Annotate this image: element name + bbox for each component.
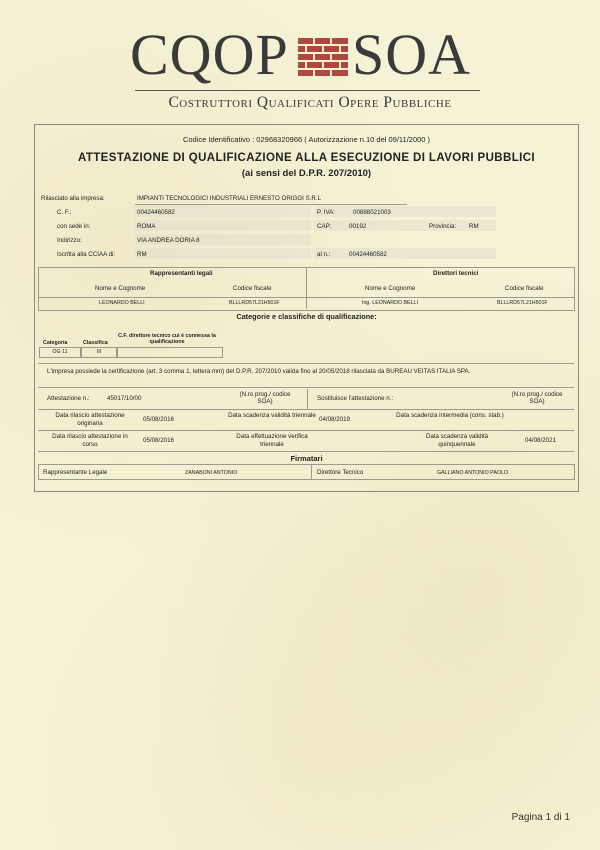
province-value: RM: [469, 223, 479, 230]
category-value: OG 11: [52, 349, 68, 355]
certification-text: L'impresa possiede la certificazione (art. 3 comma 1, lettera mm) del D.P.R. 207/2010 valida fino al 20/05/2018 rilasciata da BUREAU VEITAS ITALIA SPA.: [47, 368, 471, 375]
attestation-num-value: 45017/10/00: [107, 395, 142, 402]
col-class: Classifica: [83, 340, 108, 346]
divider: [306, 267, 307, 309]
address-value: VIA ANDREA DORIA 8: [137, 237, 200, 244]
page-number: Pagina 1 di 1: [511, 812, 570, 823]
issue-orig-label: Data rilascio attestazione originaria: [55, 412, 125, 427]
legal-rep-label: Rappresentante Legale: [43, 469, 108, 476]
legal-reps-title: Rappresentanti legali: [150, 270, 213, 277]
reg-num-value: 00424460582: [349, 251, 387, 258]
class-value: III: [96, 349, 102, 355]
legal-rep-cf: BLLLRD57L21H501F: [229, 300, 280, 306]
col-category: Categoria: [43, 340, 68, 346]
brick-wall-icon: [298, 38, 348, 82]
expiry-tri-label: Data scadenza validità triennale: [228, 412, 316, 419]
divider: [38, 409, 574, 410]
attestation-frame: [34, 124, 579, 492]
intermediate-label: Data scadenza intermedia (cons. stab.): [396, 412, 504, 419]
tech-directors-title: Direttori tecnici: [433, 270, 479, 277]
piva-label: P. IVA:: [317, 209, 335, 216]
divider: [38, 430, 574, 431]
issued-to-value: IMPIANTI TECNOLOGICI INDUSTRIALI ERNESTO ORIGGI S.R.L: [137, 195, 322, 202]
cap-label: CAP:: [317, 223, 332, 230]
logo-cqop-text: CQOP: [130, 22, 289, 87]
cqop-soa-logo: [120, 24, 490, 114]
document-subtitle: (ai sensi del D.P.R. 207/2010): [241, 168, 372, 179]
tech-name-header: Nome e Cognome: [365, 285, 416, 292]
issue-curr-value: 05/08/2016: [143, 437, 174, 444]
document-title: ATTESTAZIONE DI QUALIFICAZIONE ALLA ESECUZIONE DI LAVORI PUBBLICI: [77, 152, 536, 164]
address-label: Indirizzo:: [57, 237, 82, 244]
col-director-cf: C.F. direttore tecnico cui è connessa la qualificazione: [118, 333, 216, 345]
expiry-five-label: Data scadenza validità quinquennale: [425, 433, 489, 448]
cciaa-label: Iscritta alla CCIAA di:: [57, 251, 116, 258]
piva-field: [314, 206, 496, 217]
divider: [38, 297, 574, 298]
reg-num-label: al n.:: [317, 251, 331, 258]
seat-field: [135, 220, 311, 231]
cf-value: 00424460582: [137, 209, 175, 216]
issued-to-label: Rilasciato alla impresa:: [41, 195, 105, 202]
seat-value: ROMA: [137, 223, 156, 230]
logo-divider: [135, 90, 480, 91]
logo-subtitle: Costruttori Qualificati Opere Pubbliche: [168, 94, 452, 111]
cf-label: C. F.:: [57, 209, 72, 216]
tech-director-label: Direttore Tecnico: [317, 469, 364, 476]
attestation-prog-note: (N.ro prog./ codice SOA): [239, 391, 291, 405]
province-label: Provincia:: [429, 223, 457, 230]
code-identifier: Codice Identificativo : 02968320966 ( Autorizzazione n.10 del 09/11/2000 ): [182, 135, 431, 144]
logo-soa-text: SOA: [352, 22, 472, 87]
expiry-five-value: 04/08/2021: [525, 437, 556, 444]
piva-value: 00888021003: [353, 209, 391, 216]
reg-num-field: [314, 248, 496, 259]
divider: [38, 387, 574, 388]
signatories-title: Firmatari: [290, 454, 323, 463]
legal-name-header: Nome e Cognome: [95, 285, 146, 292]
cciaa-value: RM: [137, 251, 147, 258]
divider: [38, 363, 574, 364]
tech-cf-header: Codice fiscale: [505, 285, 544, 292]
issue-curr-label: Data rilascio attestazione in corso: [52, 433, 128, 448]
legal-rep-signatory: ZANABONI ANTONIO: [185, 470, 238, 476]
verif-label: Data effettuazione verifica triennale: [236, 433, 308, 448]
divider: [307, 389, 308, 409]
attestation-num-label: Attestazione n.:: [47, 395, 90, 402]
categories-title: Categorie e classifiche di qualificazione:: [236, 312, 377, 321]
legal-cf-header: Codice fiscale: [233, 285, 272, 292]
tech-director-signatory: GALLIANO ANTONIO PAOLO: [437, 470, 509, 476]
seat-label: con sede in:: [57, 223, 91, 230]
divider: [38, 451, 574, 452]
replaces-prog-note: (N.ro prog./ codice SOA): [511, 391, 563, 405]
cciaa-field: [135, 248, 311, 259]
issue-orig-value: 05/08/2016: [143, 416, 174, 423]
divider: [311, 464, 312, 479]
legal-rep-name: LEONARDO BELLI: [99, 300, 145, 306]
divider: [135, 204, 407, 205]
tech-director-cf: BLLLRD57L21H501F: [497, 300, 548, 306]
replaces-label: Sostituisce l'attestazione n.:: [317, 395, 394, 402]
expiry-tri-value: 04/08/2019: [319, 416, 350, 423]
director-cf-cell: [117, 347, 223, 358]
tech-director-name: Ing. LEONARDO BELLI: [362, 300, 418, 306]
cap-value: 00192: [349, 223, 367, 230]
